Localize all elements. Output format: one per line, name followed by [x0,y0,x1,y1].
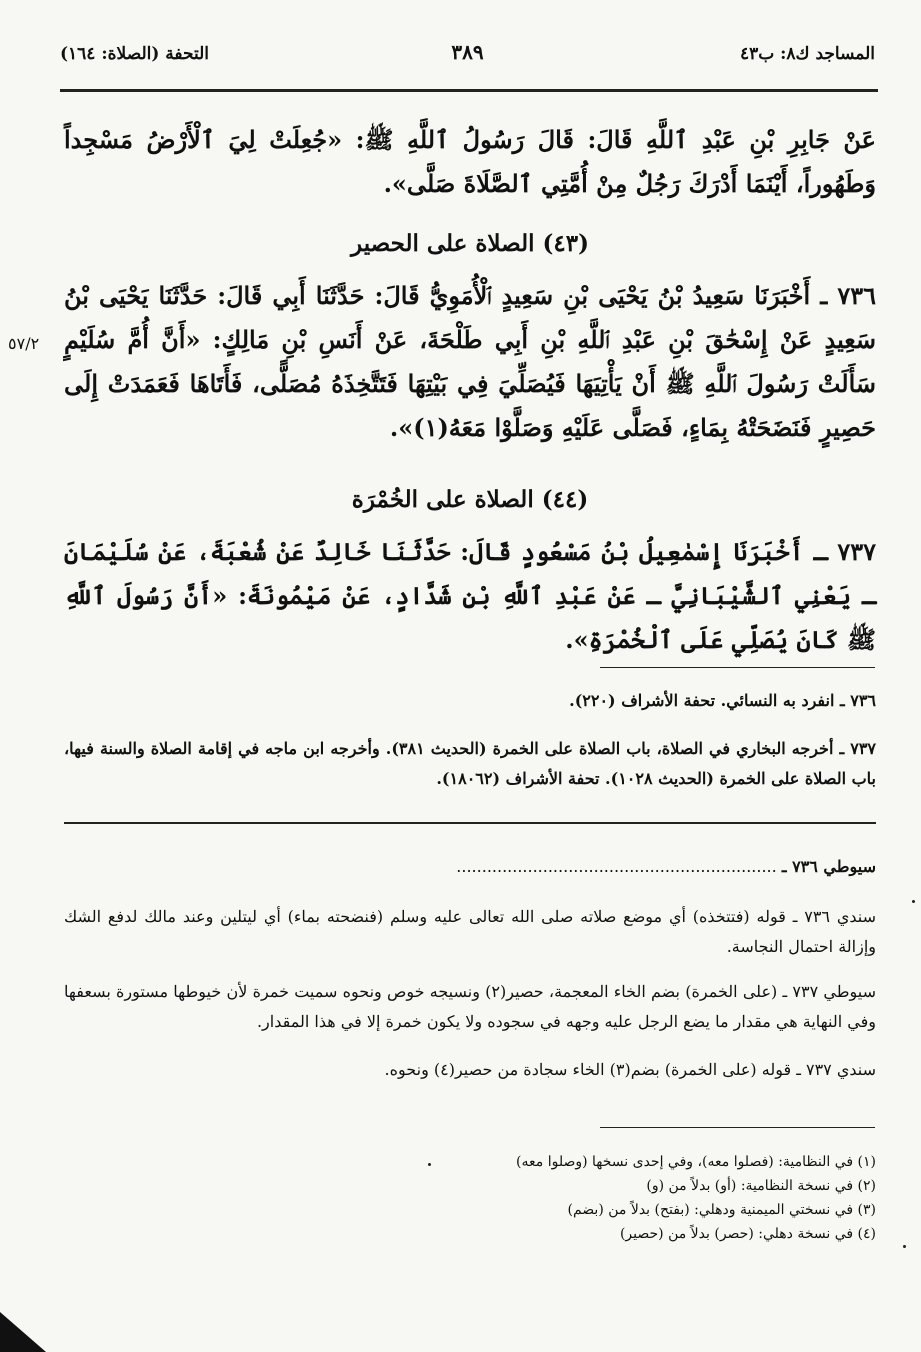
commentary-separator [64,822,876,824]
header-chapter-ref: المساجد ك٨: ب٤٣ [739,44,875,64]
page-number: ٣٨٩ [451,40,484,64]
section-44-title: (٤٤) الصلاة على الخُمْرَة [351,486,589,513]
page-corner-shadow [0,1312,46,1352]
hadith-intro: عَنْ جَابِرِ بْنِ عَبْدِ ٱللَّهِ قَالَ: قَالَ رَسُولُ ٱللَّهِ ﷺ: «جُعِلَتْ لِيَ ٱلْأَرْضُ مَسْجِداً وَطَهُوراً، أَيْنَمَا أَدْرَكَ رَجُلٌ مِنْ أُمَّتِي ٱلصَّلَاةَ صَلَّى». [64,125,876,198]
footnote-separator [600,1127,875,1128]
margin-volume-note: ٥٧/٢ [8,334,40,353]
footnotes-list [456,1150,876,1246]
takhrij-737: ٧٣٧ ـ أخرجه البخاري في الصلاة، باب الصلاة على الخمرة (الحديث ٣٨١). وأخرجه ابن ماجه في إقامة الصلاة والسنة فيها، باب الصلاة على الخمرة (الحديث ١٠٢٨). تحفة الأشراف (١٨٠٦٢). [64,739,876,788]
suyuti-736 [64,852,876,882]
suyuti-736-label: سيوطي ٧٣٦ ـ [781,857,876,876]
suyuti-736-dots: ............................................................... [456,857,777,876]
takhrij-separator [600,667,875,668]
suyuti-737: سيوطي ٧٣٧ ـ (على الخمرة) بضم الخاء المعجمة، حصير(٢) ونسيجه خوص ونحوه سميت خمرة لأن خيوطها مستورة بسعفها وفي النهاية هي مقدار ما يضع الرجل عليه وجهه في سجوده ولا يكون خمرة إلا في هذا المقدار. [64,982,877,1031]
hadith-737: ٧٣٧ ـ أَخْبَرَنَا إِسْمٰعِيلُ بْنُ مَسْعُودٍ قَالَ: حَدَّثَنَا خَالِدٌ عَنْ شُعْبَةَ، عَنْ سُلَيْمَانَ ـ يَعْنِي ٱلشَّيْبَانِيَّ ـ عَنْ عَبْدِ ٱللَّهِ بْنِ شَدَّادٍ، عَنْ مَيْمُونَةَ: «أَنَّ رَسُولَ ٱللَّهِ ﷺ كَانَ يُصَلِّي عَلَى ٱلْخُمْرَةِ». [64,537,876,654]
header-tuhfa-ref: التحفة (الصلاة: ١٦٤) [60,44,210,64]
page-header [60,40,875,74]
stray-mark [428,1163,431,1166]
header-rule [60,89,878,92]
footnote-item: (٢) في نسخة النظامية: (أو) بدلاً من (و) [646,1178,876,1194]
footnote-item: (٤) في نسخة دهلي: (حصر) بدلاً من (حصير) [619,1226,876,1242]
sindi-736: سندي ٧٣٦ ـ قوله (فتتخذه) أي موضع صلاته صلى الله تعالى عليه وسلم (فنضحته بماء) أي ليتلين وعند مالك لدفع الشك وإزالة احتمال النجاسة. [64,907,876,956]
footnote-item: (٣) في نسختي الميمنية ودهلي: (بفتح) بدلاً من (بضم) [567,1202,876,1218]
stray-mark [912,900,915,903]
footnote-item: (١) في النظامية: (فصلوا معه)، وفي إحدى نسخها (وصلوا معه) [516,1154,876,1170]
takhrij-736: ٧٣٦ ـ انفرد به النسائي. تحفة الأشراف (٢٢٠). [569,691,876,710]
section-43-title: (٤٣) الصلاة على الحصير [351,230,589,257]
sindi-737: سندي ٧٣٧ ـ قوله (على الخمرة) بضم(٣) الخاء سجادة من حصير(٤) ونحوه. [384,1060,876,1079]
stray-mark [903,1245,906,1248]
hadith-736: ٧٣٦ ـ أَخْبَرَنَا سَعِيدُ بْنُ يَحْيَى بْنِ سَعِيدٍ ٱلْأُمَوِيُّ قَالَ: حَدَّثَنَا أَبِي قَالَ: حَدَّثَنَا يَحْيَى بْنُ سَعِيدٍ عَنْ إِسْحَٰقَ بْنِ عَبْدِ ٱللَّهِ بْنِ أَبِي طَلْحَةَ، عَنْ أَنَسِ بْنِ مَالِكٍ: «أَنَّ أُمَّ سُلَيْمٍ سَأَلَتْ رَسُولَ ٱللَّهِ ﷺ أَنْ يَأْتِيَهَا فَيُصَلِّيَ فِي بَيْتِهَا فَتَتَّخِذَهُ مُصَلًّى، فَأَتَاهَا فَعَمَدَتْ إِلَى حَصِيرٍ فَنَضَحَتْهُ بِمَاءٍ، فَصَلَّى عَلَيْهِ وَصَلَّوْا مَعَهُ(١)». [64,281,877,442]
